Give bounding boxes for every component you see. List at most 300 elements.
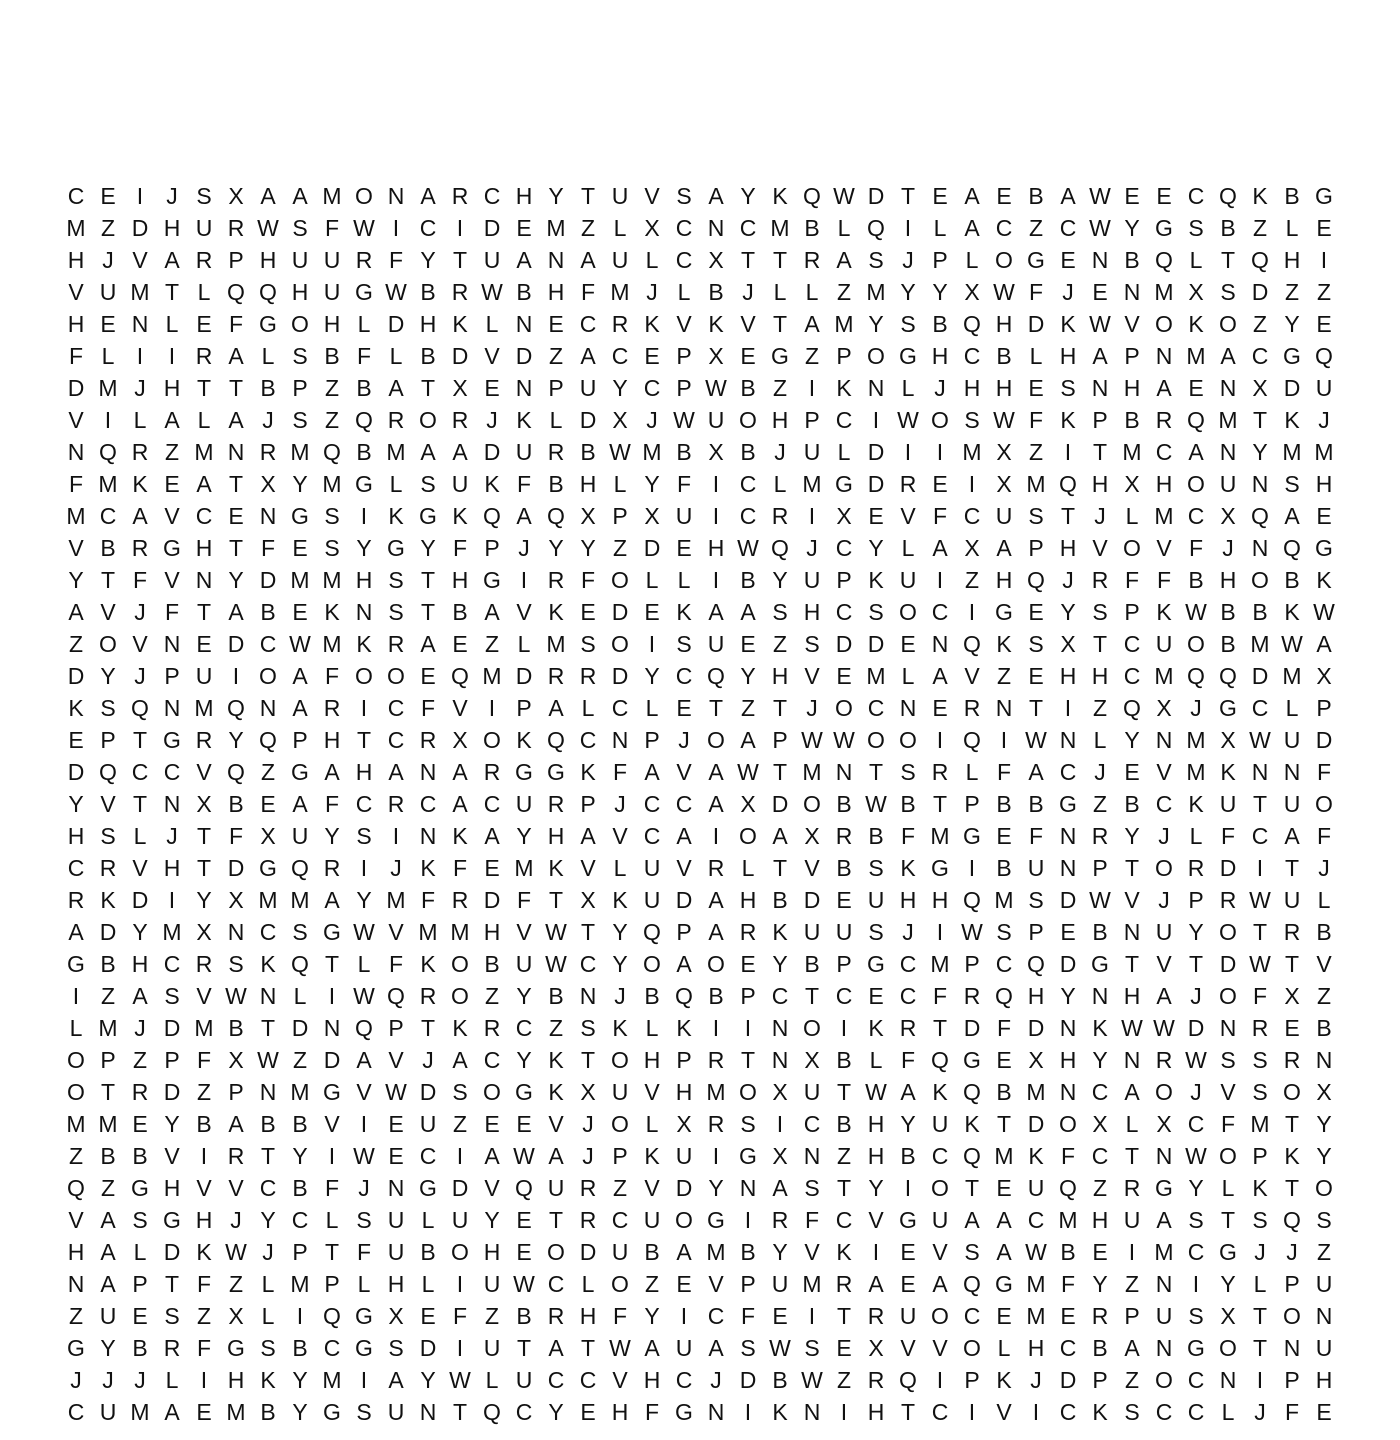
letter-cell[interactable]: U bbox=[515, 951, 533, 977]
letter-cell[interactable]: V bbox=[68, 535, 84, 561]
letter-cell[interactable]: U bbox=[611, 1239, 629, 1265]
letter-cell[interactable]: B bbox=[228, 1015, 244, 1041]
letter-cell[interactable]: B bbox=[292, 1175, 308, 1201]
letter-cell[interactable]: H bbox=[675, 1079, 693, 1105]
letter-cell[interactable]: K bbox=[516, 407, 532, 433]
letter-cell[interactable]: E bbox=[740, 343, 756, 369]
letter-cell[interactable]: W bbox=[481, 279, 503, 305]
letter-cell[interactable]: W bbox=[545, 919, 567, 945]
letter-cell[interactable]: C bbox=[675, 663, 693, 689]
letter-cell[interactable]: G bbox=[707, 1207, 725, 1233]
letter-cell[interactable]: T bbox=[1284, 1175, 1300, 1201]
letter-cell[interactable]: A bbox=[356, 1047, 372, 1073]
letter-cell[interactable]: I bbox=[744, 1015, 752, 1041]
letter-cell[interactable]: L bbox=[421, 1207, 435, 1233]
letter-cell[interactable]: B bbox=[132, 1335, 148, 1361]
letter-cell[interactable]: S bbox=[452, 1079, 468, 1105]
letter-cell[interactable]: Q bbox=[931, 1047, 949, 1073]
letter-cell[interactable]: N bbox=[419, 1399, 437, 1425]
letter-cell[interactable]: A bbox=[388, 1367, 404, 1393]
letter-cell[interactable]: P bbox=[1092, 855, 1108, 881]
letter-cell[interactable]: H bbox=[579, 471, 597, 497]
letter-cell[interactable]: I bbox=[136, 343, 144, 369]
letter-cell[interactable]: O bbox=[931, 1303, 949, 1329]
letter-cell[interactable]: B bbox=[900, 1143, 916, 1169]
letter-cell[interactable]: J bbox=[1158, 823, 1170, 849]
letter-cell[interactable]: U bbox=[1155, 1303, 1173, 1329]
letter-cell[interactable]: O bbox=[451, 1239, 469, 1265]
letter-cell[interactable]: G bbox=[291, 503, 309, 529]
letter-cell[interactable]: N bbox=[67, 1271, 85, 1297]
letter-cell[interactable]: E bbox=[1188, 375, 1204, 401]
letter-cell[interactable]: V bbox=[644, 1175, 660, 1201]
letter-cell[interactable]: C bbox=[1091, 1143, 1109, 1169]
letter-cell[interactable]: D bbox=[163, 1079, 181, 1105]
letter-cell[interactable]: L bbox=[1285, 215, 1299, 241]
letter-cell[interactable]: Q bbox=[1187, 407, 1205, 433]
letter-cell[interactable]: M bbox=[1186, 343, 1206, 369]
letter-cell[interactable]: N bbox=[323, 1015, 341, 1041]
letter-cell[interactable]: R bbox=[1155, 1047, 1173, 1073]
letter-cell[interactable]: K bbox=[868, 567, 884, 593]
letter-cell[interactable]: J bbox=[774, 439, 786, 465]
letter-cell[interactable]: R bbox=[579, 1207, 597, 1233]
letter-cell[interactable]: R bbox=[835, 1271, 853, 1297]
letter-cell[interactable]: V bbox=[68, 1207, 84, 1233]
letter-cell[interactable]: K bbox=[1188, 791, 1204, 817]
letter-cell[interactable]: I bbox=[936, 439, 944, 465]
letter-cell[interactable]: L bbox=[133, 823, 147, 849]
letter-cell[interactable]: U bbox=[611, 1079, 629, 1105]
letter-cell[interactable]: Y bbox=[772, 951, 788, 977]
letter-cell[interactable]: V bbox=[132, 631, 148, 657]
letter-cell[interactable]: B bbox=[1284, 567, 1300, 593]
letter-cell[interactable]: B bbox=[292, 1111, 308, 1137]
letter-cell[interactable]: J bbox=[742, 279, 754, 305]
letter-cell[interactable]: X bbox=[708, 247, 724, 273]
letter-cell[interactable]: K bbox=[1220, 759, 1236, 785]
letter-cell[interactable]: H bbox=[643, 1047, 661, 1073]
letter-cell[interactable]: Q bbox=[323, 439, 341, 465]
letter-cell[interactable]: I bbox=[488, 695, 496, 721]
letter-cell[interactable]: N bbox=[1219, 1367, 1237, 1393]
letter-cell[interactable]: U bbox=[291, 247, 309, 273]
letter-cell[interactable]: B bbox=[868, 823, 884, 849]
letter-cell[interactable]: G bbox=[227, 1335, 245, 1361]
letter-cell[interactable]: I bbox=[808, 1303, 816, 1329]
letter-cell[interactable]: D bbox=[291, 1015, 309, 1041]
letter-cell[interactable]: U bbox=[1315, 375, 1333, 401]
letter-cell[interactable]: L bbox=[645, 1111, 659, 1137]
letter-cell[interactable]: Z bbox=[68, 1303, 84, 1329]
letter-cell[interactable]: S bbox=[1252, 1047, 1268, 1073]
letter-cell[interactable]: W bbox=[1313, 599, 1335, 625]
letter-cell[interactable]: C bbox=[739, 215, 757, 241]
letter-cell[interactable]: S bbox=[900, 311, 916, 337]
letter-cell[interactable]: T bbox=[324, 1239, 340, 1265]
letter-cell[interactable]: N bbox=[1155, 1143, 1173, 1169]
letter-cell[interactable]: A bbox=[996, 1239, 1012, 1265]
letter-cell[interactable]: Z bbox=[100, 215, 116, 241]
letter-cell[interactable]: C bbox=[387, 695, 405, 721]
letter-cell[interactable]: M bbox=[930, 951, 950, 977]
letter-cell[interactable]: C bbox=[1187, 1111, 1205, 1137]
letter-cell[interactable]: U bbox=[1219, 791, 1237, 817]
letter-cell[interactable]: H bbox=[355, 567, 373, 593]
letter-cell[interactable]: Y bbox=[548, 183, 564, 209]
letter-cell[interactable]: E bbox=[1316, 503, 1332, 529]
letter-cell[interactable]: L bbox=[357, 311, 371, 337]
letter-cell[interactable]: L bbox=[1125, 503, 1139, 529]
letter-cell[interactable]: W bbox=[513, 1271, 535, 1297]
letter-cell[interactable]: X bbox=[452, 727, 468, 753]
letter-cell[interactable]: A bbox=[228, 1111, 244, 1137]
letter-cell[interactable]: M bbox=[226, 1399, 246, 1425]
letter-cell[interactable]: O bbox=[1315, 1175, 1333, 1201]
letter-cell[interactable]: Y bbox=[292, 1143, 308, 1169]
letter-cell[interactable]: E bbox=[676, 1271, 692, 1297]
letter-cell[interactable]: W bbox=[801, 727, 823, 753]
letter-cell[interactable]: R bbox=[547, 663, 565, 689]
letter-cell[interactable]: I bbox=[712, 823, 720, 849]
letter-cell[interactable]: B bbox=[260, 375, 276, 401]
letter-cell[interactable]: O bbox=[355, 663, 373, 689]
letter-cell[interactable]: D bbox=[451, 343, 469, 369]
letter-cell[interactable]: K bbox=[452, 1015, 468, 1041]
letter-cell[interactable]: E bbox=[996, 1303, 1012, 1329]
letter-cell[interactable]: M bbox=[1026, 1303, 1046, 1329]
letter-cell[interactable]: S bbox=[196, 183, 212, 209]
letter-cell[interactable]: T bbox=[1124, 951, 1140, 977]
letter-cell[interactable]: M bbox=[162, 919, 182, 945]
letter-cell[interactable]: Z bbox=[1124, 1367, 1140, 1393]
letter-cell[interactable]: L bbox=[133, 407, 147, 433]
letter-cell[interactable]: G bbox=[163, 535, 181, 561]
letter-cell[interactable]: B bbox=[772, 1367, 788, 1393]
letter-cell[interactable]: M bbox=[802, 1271, 822, 1297]
letter-cell[interactable]: A bbox=[932, 535, 948, 561]
letter-cell[interactable]: E bbox=[196, 631, 212, 657]
letter-cell[interactable]: I bbox=[936, 1367, 944, 1393]
letter-cell[interactable]: S bbox=[260, 1335, 276, 1361]
letter-cell[interactable]: P bbox=[836, 567, 852, 593]
letter-cell[interactable]: C bbox=[611, 695, 629, 721]
letter-cell[interactable]: F bbox=[580, 279, 596, 305]
letter-cell[interactable]: U bbox=[643, 1207, 661, 1233]
letter-cell[interactable]: U bbox=[387, 1399, 405, 1425]
letter-cell[interactable]: A bbox=[388, 375, 404, 401]
letter-cell[interactable]: Y bbox=[1092, 1047, 1108, 1073]
letter-cell[interactable]: Q bbox=[387, 983, 405, 1009]
letter-cell[interactable]: G bbox=[483, 567, 501, 593]
letter-cell[interactable]: B bbox=[548, 983, 564, 1009]
letter-cell[interactable]: V bbox=[484, 1175, 500, 1201]
letter-cell[interactable]: O bbox=[963, 1335, 981, 1361]
letter-cell[interactable]: H bbox=[323, 311, 341, 337]
letter-cell[interactable]: V bbox=[388, 919, 404, 945]
letter-cell[interactable]: O bbox=[355, 183, 373, 209]
letter-cell[interactable]: W bbox=[833, 183, 855, 209]
letter-cell[interactable]: V bbox=[676, 855, 692, 881]
letter-cell[interactable]: Z bbox=[1092, 695, 1108, 721]
letter-cell[interactable]: G bbox=[355, 1335, 373, 1361]
letter-cell[interactable]: H bbox=[771, 663, 789, 689]
letter-cell[interactable]: E bbox=[228, 503, 244, 529]
letter-cell[interactable]: S bbox=[132, 1207, 148, 1233]
letter-cell[interactable]: H bbox=[195, 535, 213, 561]
letter-cell[interactable]: A bbox=[580, 247, 596, 273]
letter-cell[interactable]: H bbox=[291, 279, 309, 305]
letter-cell[interactable]: L bbox=[773, 279, 787, 305]
letter-cell[interactable]: G bbox=[355, 279, 373, 305]
letter-cell[interactable]: N bbox=[995, 695, 1013, 721]
letter-cell[interactable]: G bbox=[1091, 951, 1109, 977]
letter-cell[interactable]: D bbox=[579, 407, 597, 433]
letter-cell[interactable]: L bbox=[965, 759, 979, 785]
letter-cell[interactable]: M bbox=[1026, 1271, 1046, 1297]
letter-cell[interactable]: S bbox=[292, 343, 308, 369]
letter-cell[interactable]: B bbox=[932, 311, 948, 337]
letter-cell[interactable]: J bbox=[1094, 759, 1106, 785]
letter-cell[interactable]: C bbox=[1059, 1399, 1077, 1425]
letter-cell[interactable]: F bbox=[324, 215, 340, 241]
letter-cell[interactable]: A bbox=[932, 1271, 948, 1297]
letter-cell[interactable]: N bbox=[259, 983, 277, 1009]
letter-cell[interactable]: W bbox=[897, 407, 919, 433]
letter-cell[interactable]: S bbox=[228, 951, 244, 977]
letter-cell[interactable]: Z bbox=[132, 1047, 148, 1073]
letter-cell[interactable]: Y bbox=[1284, 311, 1300, 337]
letter-cell[interactable]: H bbox=[643, 1367, 661, 1393]
letter-cell[interactable]: N bbox=[419, 759, 437, 785]
letter-cell[interactable]: Y bbox=[68, 567, 84, 593]
letter-cell[interactable]: N bbox=[259, 503, 277, 529]
letter-cell[interactable]: O bbox=[739, 823, 757, 849]
letter-cell[interactable]: L bbox=[901, 663, 915, 689]
letter-cell[interactable]: C bbox=[1059, 759, 1077, 785]
letter-cell[interactable]: A bbox=[1188, 439, 1204, 465]
letter-cell[interactable]: D bbox=[1251, 279, 1269, 305]
letter-cell[interactable]: H bbox=[195, 1207, 213, 1233]
letter-cell[interactable]: Q bbox=[99, 439, 117, 465]
letter-cell[interactable]: E bbox=[1124, 183, 1140, 209]
letter-cell[interactable]: B bbox=[1188, 567, 1204, 593]
letter-cell[interactable]: J bbox=[614, 983, 626, 1009]
letter-cell[interactable]: C bbox=[643, 375, 661, 401]
letter-cell[interactable]: J bbox=[1062, 279, 1074, 305]
letter-cell[interactable]: Z bbox=[1284, 279, 1300, 305]
letter-cell[interactable]: V bbox=[452, 695, 468, 721]
letter-cell[interactable]: F bbox=[196, 1271, 212, 1297]
letter-cell[interactable]: O bbox=[451, 983, 469, 1009]
letter-cell[interactable]: H bbox=[611, 1399, 629, 1425]
letter-cell[interactable]: V bbox=[932, 1335, 948, 1361]
letter-cell[interactable]: K bbox=[676, 599, 692, 625]
letter-cell[interactable]: X bbox=[964, 535, 980, 561]
letter-cell[interactable]: T bbox=[196, 375, 212, 401]
letter-cell[interactable]: F bbox=[1060, 1143, 1076, 1169]
letter-cell[interactable]: T bbox=[964, 1175, 980, 1201]
letter-cell[interactable]: R bbox=[867, 1303, 885, 1329]
letter-cell[interactable]: K bbox=[132, 471, 148, 497]
letter-cell[interactable]: R bbox=[483, 759, 501, 785]
letter-cell[interactable]: G bbox=[835, 471, 853, 497]
letter-cell[interactable]: U bbox=[1027, 855, 1045, 881]
letter-cell[interactable]: G bbox=[515, 759, 533, 785]
letter-cell[interactable]: H bbox=[67, 247, 85, 273]
letter-cell[interactable]: W bbox=[1025, 1239, 1047, 1265]
letter-cell[interactable]: D bbox=[163, 1239, 181, 1265]
letter-cell[interactable]: N bbox=[835, 759, 853, 785]
letter-cell[interactable]: H bbox=[1123, 375, 1141, 401]
letter-cell[interactable]: C bbox=[195, 503, 213, 529]
letter-cell[interactable]: I bbox=[328, 1143, 336, 1169]
letter-cell[interactable]: H bbox=[1091, 1207, 1109, 1233]
letter-cell[interactable]: P bbox=[292, 1239, 308, 1265]
letter-cell[interactable]: C bbox=[835, 535, 853, 561]
letter-cell[interactable]: M bbox=[418, 919, 438, 945]
letter-cell[interactable]: K bbox=[324, 599, 340, 625]
letter-cell[interactable]: W bbox=[385, 279, 407, 305]
letter-cell[interactable]: M bbox=[258, 887, 278, 913]
letter-cell[interactable]: S bbox=[1092, 599, 1108, 625]
letter-cell[interactable]: U bbox=[1283, 791, 1301, 817]
letter-cell[interactable]: S bbox=[964, 1239, 980, 1265]
letter-cell[interactable]: J bbox=[1030, 1367, 1042, 1393]
letter-cell[interactable]: E bbox=[740, 951, 756, 977]
letter-cell[interactable]: E bbox=[932, 183, 948, 209]
letter-cell[interactable]: E bbox=[292, 535, 308, 561]
letter-cell[interactable]: J bbox=[134, 599, 146, 625]
letter-cell[interactable]: M bbox=[98, 471, 118, 497]
letter-cell[interactable]: X bbox=[1028, 1047, 1044, 1073]
letter-cell[interactable]: H bbox=[419, 311, 437, 337]
letter-cell[interactable]: U bbox=[195, 663, 213, 689]
letter-cell[interactable]: C bbox=[1187, 183, 1205, 209]
letter-cell[interactable]: S bbox=[388, 567, 404, 593]
letter-cell[interactable]: A bbox=[996, 1207, 1012, 1233]
letter-cell[interactable]: B bbox=[996, 1079, 1012, 1105]
letter-cell[interactable]: H bbox=[483, 1239, 501, 1265]
letter-cell[interactable]: H bbox=[1059, 663, 1077, 689]
letter-cell[interactable]: Q bbox=[259, 727, 277, 753]
letter-cell[interactable]: N bbox=[1059, 1079, 1077, 1105]
letter-cell[interactable]: C bbox=[1251, 695, 1269, 721]
letter-cell[interactable]: K bbox=[68, 695, 84, 721]
letter-cell[interactable]: X bbox=[228, 183, 244, 209]
letter-cell[interactable]: Z bbox=[644, 1271, 660, 1297]
letter-cell[interactable]: P bbox=[1124, 343, 1140, 369]
letter-cell[interactable]: Y bbox=[516, 983, 532, 1009]
letter-cell[interactable]: C bbox=[99, 503, 117, 529]
letter-cell[interactable]: B bbox=[452, 599, 468, 625]
letter-cell[interactable]: A bbox=[68, 919, 84, 945]
letter-cell[interactable]: E bbox=[836, 663, 852, 689]
letter-cell[interactable]: T bbox=[1092, 631, 1108, 657]
letter-cell[interactable]: P bbox=[964, 1367, 980, 1393]
letter-cell[interactable]: C bbox=[515, 1399, 533, 1425]
letter-cell[interactable]: D bbox=[67, 663, 85, 689]
letter-cell[interactable]: H bbox=[1315, 1367, 1333, 1393]
letter-cell[interactable]: J bbox=[1094, 503, 1106, 529]
letter-cell[interactable]: F bbox=[228, 311, 244, 337]
letter-cell[interactable]: T bbox=[420, 599, 436, 625]
letter-cell[interactable]: D bbox=[483, 215, 501, 241]
letter-cell[interactable]: G bbox=[1187, 1335, 1205, 1361]
letter-cell[interactable]: I bbox=[392, 215, 400, 241]
letter-cell[interactable]: O bbox=[67, 1079, 85, 1105]
letter-cell[interactable]: D bbox=[643, 535, 661, 561]
letter-cell[interactable]: T bbox=[356, 727, 372, 753]
letter-cell[interactable]: O bbox=[611, 631, 629, 657]
letter-cell[interactable]: A bbox=[708, 183, 724, 209]
letter-cell[interactable]: C bbox=[963, 503, 981, 529]
letter-cell[interactable]: P bbox=[740, 1271, 756, 1297]
letter-cell[interactable]: G bbox=[547, 759, 565, 785]
letter-cell[interactable]: D bbox=[131, 887, 149, 913]
letter-cell[interactable]: Y bbox=[292, 1399, 308, 1425]
letter-cell[interactable]: S bbox=[580, 1015, 596, 1041]
letter-cell[interactable]: R bbox=[1091, 1303, 1109, 1329]
letter-cell[interactable]: C bbox=[579, 1367, 597, 1393]
letter-cell[interactable]: Y bbox=[644, 471, 660, 497]
letter-cell[interactable]: W bbox=[993, 407, 1015, 433]
letter-cell[interactable]: C bbox=[899, 983, 917, 1009]
letter-cell[interactable]: I bbox=[1256, 1367, 1264, 1393]
letter-cell[interactable]: K bbox=[1252, 183, 1268, 209]
letter-cell[interactable]: P bbox=[612, 503, 628, 529]
letter-cell[interactable]: S bbox=[100, 823, 116, 849]
letter-cell[interactable]: U bbox=[707, 631, 725, 657]
letter-cell[interactable]: A bbox=[708, 1335, 724, 1361]
letter-cell[interactable]: I bbox=[1320, 247, 1328, 273]
letter-cell[interactable]: C bbox=[803, 1111, 821, 1137]
letter-cell[interactable]: K bbox=[420, 951, 436, 977]
letter-cell[interactable]: D bbox=[1059, 887, 1077, 913]
letter-cell[interactable]: L bbox=[1221, 1175, 1235, 1201]
letter-cell[interactable]: A bbox=[516, 503, 532, 529]
letter-cell[interactable]: C bbox=[1187, 1239, 1205, 1265]
letter-cell[interactable]: L bbox=[549, 407, 563, 433]
letter-cell[interactable]: H bbox=[515, 183, 533, 209]
letter-cell[interactable]: H bbox=[67, 311, 85, 337]
letter-cell[interactable]: O bbox=[899, 727, 917, 753]
letter-cell[interactable]: D bbox=[227, 855, 245, 881]
letter-cell[interactable]: I bbox=[296, 1303, 304, 1329]
letter-cell[interactable]: L bbox=[581, 1271, 595, 1297]
letter-cell[interactable]: O bbox=[1123, 535, 1141, 561]
letter-cell[interactable]: I bbox=[840, 1015, 848, 1041]
letter-cell[interactable]: N bbox=[771, 1047, 789, 1073]
letter-cell[interactable]: R bbox=[1091, 823, 1109, 849]
letter-cell[interactable]: Y bbox=[900, 1111, 916, 1137]
letter-cell[interactable]: G bbox=[1283, 343, 1301, 369]
letter-cell[interactable]: B bbox=[516, 279, 532, 305]
letter-cell[interactable]: F bbox=[516, 887, 532, 913]
letter-cell[interactable]: A bbox=[484, 823, 500, 849]
letter-cell[interactable]: C bbox=[771, 983, 789, 1009]
letter-cell[interactable]: Q bbox=[227, 695, 245, 721]
letter-cell[interactable]: E bbox=[996, 1047, 1012, 1073]
letter-cell[interactable]: U bbox=[867, 887, 885, 913]
letter-cell[interactable]: S bbox=[420, 471, 436, 497]
letter-cell[interactable]: Q bbox=[899, 1367, 917, 1393]
letter-cell[interactable]: Z bbox=[484, 983, 500, 1009]
letter-cell[interactable]: F bbox=[1252, 983, 1268, 1009]
letter-cell[interactable]: F bbox=[164, 599, 180, 625]
letter-cell[interactable]: O bbox=[1219, 1143, 1237, 1169]
letter-cell[interactable]: H bbox=[1091, 471, 1109, 497]
